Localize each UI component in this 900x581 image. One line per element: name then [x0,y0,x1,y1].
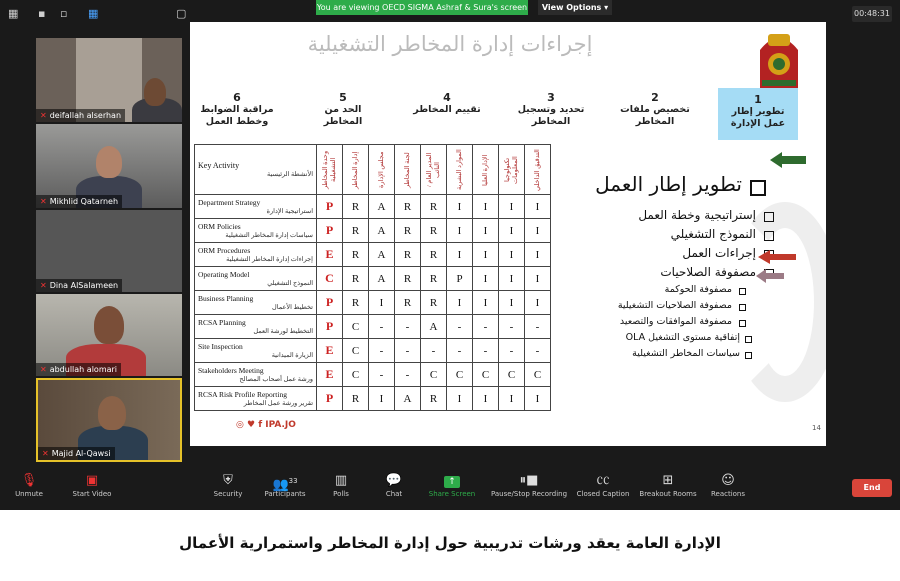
raci-cell: I [499,387,525,411]
participant-tile[interactable] [36,124,182,208]
pause-recording-button[interactable]: ⏸■ Pause/Stop Recording [486,472,572,498]
sub-bullet-item: مصفوفة الصلاحيات التشغيلية [550,300,776,316]
raci-cell: A [421,315,447,339]
raci-cell: I [369,387,395,411]
raci-cell: I [525,195,551,219]
chat-button[interactable]: 💬 Chat [380,472,408,498]
raci-cell: C [343,363,369,387]
participant-name: ✕ deifallah alserhan [36,109,125,122]
security-button[interactable]: ⛨ Security [208,472,248,498]
table-header-row [195,145,551,195]
mauve-arrow-icon [756,269,784,283]
raci-cell: R [343,243,369,267]
activity-cell: ORM Policies سياسات إدارة المخاطر التشغيلية [195,219,317,243]
participant-tile[interactable] [36,294,182,376]
table-row [195,291,551,315]
activity-cell: Site Inspection الزيارة الميدانية [195,339,317,363]
sub-bullet-item: مصفوفة الحوكمة [550,284,776,300]
share-icon: ↑ [444,476,460,488]
shared-slide [190,22,826,446]
heading-checkbox [750,180,766,196]
column-header: إدارة المخاطر [343,145,369,195]
raci-cell: I [525,387,551,411]
raci-cell: P [317,195,343,219]
raci-cell: A [395,387,421,411]
raci-cell: R [343,267,369,291]
muted-mic-icon: ✕ [40,281,47,290]
bullet-item: إجراءات العمل [550,246,776,265]
jordan-crest-icon [750,30,808,92]
raci-cell: C [421,363,447,387]
checkbox-icon [745,336,752,343]
raci-cell: R [421,267,447,291]
muted-mic-icon: ✕ [40,365,47,374]
reactions-button[interactable]: ☺ Reactions [708,472,748,498]
column-header: لجنة المخاطر [395,145,421,195]
step-3: 3 تحديد وتسجيل المخاطر [517,91,585,127]
social-handle: ◎ ♥ f IPA.JO [236,420,296,430]
raci-cell: P [317,219,343,243]
participant-name: ✕ Majid Al-Qawsi [38,447,115,460]
raci-cell: E [317,363,343,387]
activity-cell: Business Planning تخطيط الأعمال [195,291,317,315]
raci-cell: C [317,267,343,291]
slide-title: إجراءات إدارة المخاطر التشغيلية [307,32,593,56]
participant-tile[interactable] [36,210,182,292]
video-off-icon: ▣ [85,473,99,488]
raci-cell: R [395,291,421,315]
minimize-icon[interactable]: ▢ [176,7,187,20]
raci-cell: I [473,291,499,315]
raci-cell: A [369,243,395,267]
raci-cell: - [525,339,551,363]
raci-cell: R [395,219,421,243]
people-icon: 👥$^{33}$ [272,477,298,493]
raci-cell: - [369,363,395,387]
raci-cell: - [395,363,421,387]
activity-cell: Operating Model النموذج التشغيلي [195,267,317,291]
raci-cell: I [447,195,473,219]
raci-cell: - [421,339,447,363]
column-header: تكنولوجيا المعلومات [499,145,525,195]
raci-cell: - [499,315,525,339]
activity-cell: RCSA Risk Profile Reporting تقرير ورشة عمل المخاطر [195,387,317,411]
meeting-timer: 00:48:31 [852,6,892,22]
start-video-button[interactable]: ▣ Start Video [68,472,116,498]
raci-cell: R [343,219,369,243]
raci-cell: C [447,363,473,387]
raci-cell: A [369,195,395,219]
participant-tile-active[interactable] [36,378,182,462]
sub-bullet-item: مصفوفة الموافقات والتصعيد [550,316,776,332]
column-header: التدقيق الداخلي [525,145,551,195]
right-heading: تطوير إطار العمل [595,172,742,196]
shield-icon: ⛨ [223,473,233,488]
closed-caption-button[interactable]: ㏄ Closed Caption [574,472,632,498]
table-row [195,243,551,267]
raci-cell: - [395,315,421,339]
bullet-item: النموذج التشغيلي [550,227,776,246]
raci-cell: R [343,195,369,219]
raci-cell: R [421,291,447,315]
raci-cell: - [395,339,421,363]
raci-cell: I [499,243,525,267]
raci-cell: C [525,363,551,387]
raci-cell: P [317,387,343,411]
table-row [195,219,551,243]
raci-cell: I [447,219,473,243]
pause-stop-icon: ⏸■ [519,473,539,488]
raci-cell: I [525,291,551,315]
step-1: 1 تطوير إطار عمل الإدارة [718,88,798,140]
process-steps [190,88,826,144]
raci-cell: A [369,267,395,291]
speaker-view-icon[interactable]: ▦ [8,7,19,20]
table-row [195,315,551,339]
checkbox-icon [739,320,746,327]
activity-cell: ORM Procedures إجراءات إدارة المخاطر التشغيلية [195,243,317,267]
raci-cell: I [447,291,473,315]
checkbox-icon [745,352,752,359]
raci-cell: I [499,291,525,315]
green-arrow-icon [770,152,806,168]
raci-cell: - [525,315,551,339]
image-caption: الإدارة العامة يعقد ورشات تدريبية حول إدارة المخاطر واستمرارية الأعمال [179,534,721,552]
raci-cell: C [499,363,525,387]
pin-icon[interactable]: ▫ [60,7,68,20]
raci-cell: - [447,315,473,339]
raci-cell: I [369,291,395,315]
polls-button[interactable]: ▥ Polls [328,472,354,498]
raci-cell: I [499,267,525,291]
raci-cell: - [369,315,395,339]
raci-cell: C [343,315,369,339]
table-row [195,363,551,387]
polls-icon: ▥ [334,473,348,488]
viewing-banner: You are viewing OECD SIGMA Ashraf & Sura's screen [316,0,528,15]
sub-bullet-item: سياسات المخاطر التشغيلية [550,348,776,364]
raci-cell: I [447,387,473,411]
step-4: 4 تقييم المخاطر [413,91,481,115]
key-activity-header: Key Activity الأنشطة الرئيسية [195,145,317,195]
share-screen-button[interactable]: ↑ Share Screen [428,477,476,498]
bullet-item: مصفوفة الصلاحيات [550,265,776,284]
raci-cell: R [421,219,447,243]
raci-cell: C [343,339,369,363]
table-row [195,195,551,219]
end-button[interactable]: End [852,479,892,497]
checkbox-icon [739,288,746,295]
raci-cell: R [343,291,369,315]
checkbox-icon [764,231,774,241]
raci-cell: P [447,267,473,291]
raci-cell: E [317,243,343,267]
raci-cell: R [421,195,447,219]
column-header: مجلس الإدارة [369,145,395,195]
smiley-icon: ☺ [721,473,735,488]
activity-cell: Stakeholders Meeting ورشة عمل أصحاب المصالح [195,363,317,387]
activity-cell: RCSA Planning التخطيط لورشة العمل [195,315,317,339]
checkbox-icon [739,304,746,311]
muted-mic-icon: ✕ [42,449,49,458]
participant-name: ✕ Dina AlSalameen [36,279,122,292]
raci-cell: - [369,339,395,363]
grid-icon[interactable]: ▪ [38,7,46,20]
activity-cell: Department Strategy استراتيجية الإدارة [195,195,317,219]
participant-tile[interactable] [36,38,182,122]
bullet-item: إستراتيجية وخطة العمل [550,208,776,227]
sub-bullet-item: إتفاقية مستوى التشغيل OLA [550,332,776,348]
raci-cell: - [473,339,499,363]
step-2: 2 تخصيص ملفات المخاطر [620,91,690,127]
raci-cell: I [473,267,499,291]
table-row [195,387,551,411]
raci-cell: R [421,243,447,267]
page-number: 14 [812,424,821,432]
table-row [195,339,551,363]
raci-cell: P [317,291,343,315]
unmute-button[interactable]: 🎙 Unmute [12,472,46,498]
raci-cell: I [473,219,499,243]
raci-cell: R [395,195,421,219]
view-options-button[interactable]: View Options ▾ [538,0,612,15]
raci-cell: I [473,387,499,411]
raci-cell: - [473,315,499,339]
cc-icon: ㏄ [596,473,610,488]
raci-cell: I [525,219,551,243]
raci-cell: A [369,219,395,243]
column-header: الموارد البشرية [447,145,473,195]
breakout-rooms-button[interactable]: ⊞ Breakout Rooms [636,472,700,498]
step-6: 6 مراقبة الضوابط وخطط العمل [200,91,274,127]
raci-cell: R [395,243,421,267]
raci-cell: I [473,243,499,267]
muted-mic-icon: 🎙 [20,473,38,488]
raci-cell: - [447,339,473,363]
raci-body [195,195,551,411]
chat-icon: 💬 [385,473,403,488]
raci-cell: I [525,243,551,267]
muted-mic-icon: ✕ [40,197,47,206]
raci-cell: C [473,363,499,387]
muted-mic-icon: ✕ [40,111,47,120]
meeting-toolbar [0,468,900,510]
raci-cell: I [447,243,473,267]
participant-name: ✕ abdullah alomari [36,363,121,376]
raci-cell: P [317,315,343,339]
raci-cell: I [499,195,525,219]
red-arrow-icon [758,250,796,264]
raci-table [194,144,551,411]
participant-name: ✕ Mikhlid Qatarneh [36,195,122,208]
raci-cell: - [499,339,525,363]
raci-cell: R [421,387,447,411]
column-header: المدير العام / النائب [421,145,447,195]
table-row [195,267,551,291]
column-header: وحدة المخاطر التشغيلية [317,145,343,195]
breakout-icon: ⊞ [662,473,674,488]
participants-button[interactable]: 👥$^{33}$ Participants [262,472,308,498]
raci-cell: R [395,267,421,291]
raci-cell: I [499,219,525,243]
step-5: 5 الحد من المخاطر [323,91,363,127]
gallery-icon[interactable]: ▦ [88,7,99,20]
raci-cell: I [473,195,499,219]
column-header: الإدارة العليا [473,145,499,195]
raci-cell: I [525,267,551,291]
checkbox-icon [764,212,774,222]
raci-cell: E [317,339,343,363]
bullet-list [550,208,776,364]
raci-cell: R [343,387,369,411]
